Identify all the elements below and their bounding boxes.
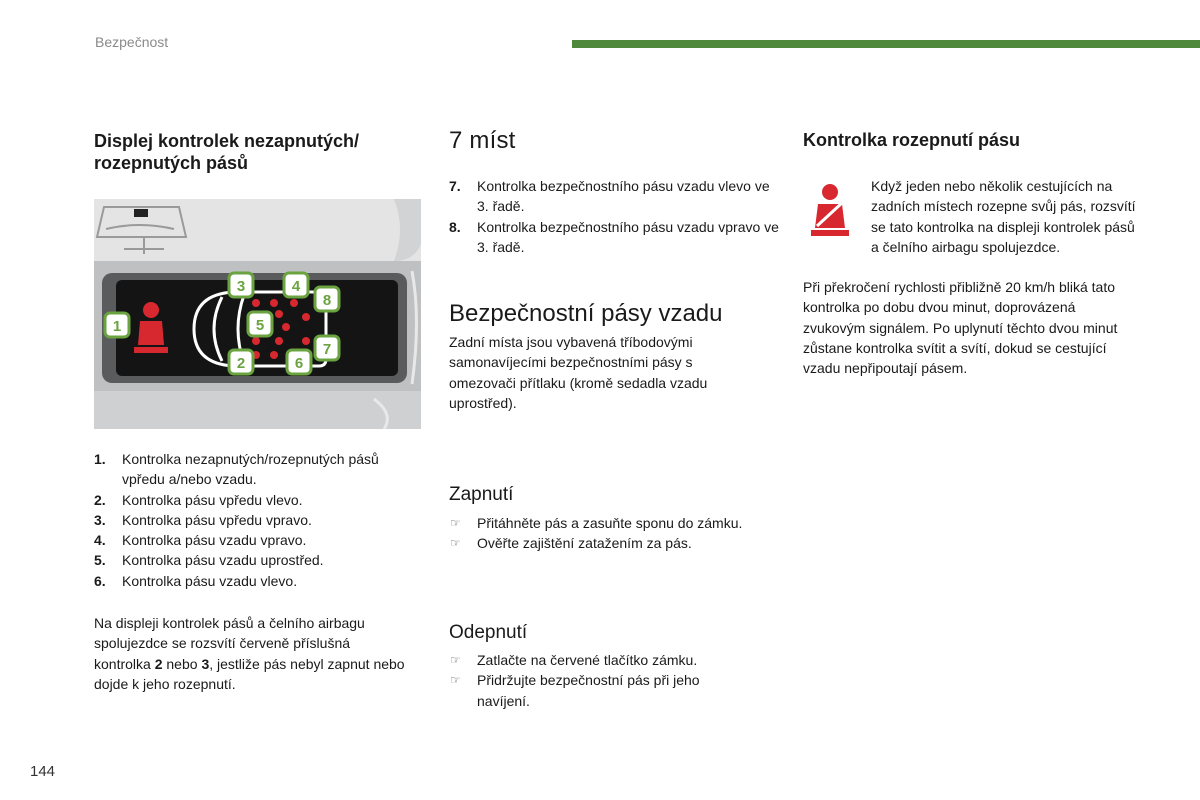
rear-belts-title: Bezpečnostní pásy vzadu: [449, 300, 723, 327]
svg-text:7: 7: [322, 341, 332, 358]
callout-1: [105, 313, 129, 337]
list-item: 2. Kontrolka pásu vpředu vlevo.: [94, 491, 303, 508]
list-item: 3. Kontrolka pásu vpředu vpravo.: [94, 511, 312, 528]
list-item: 1. Kontrolka nezapnutých/rozepnutých pásů vpředu a/nebo vzadu.: [94, 451, 379, 488]
seven-seats-title: 7 míst: [449, 127, 516, 154]
seatbelt-warning-icon: [803, 180, 857, 240]
pointing-hand-icon: ☞: [450, 516, 461, 530]
section-label: Bezpečnost: [95, 34, 169, 50]
rear-belts-text: Zadní místa jsou vybavená tříbodovými samonavíjecími bezpečnostními pásy s omezovači přítlaku (kromě sedadla vzadu uprostřed).: [449, 334, 708, 411]
callout-6: [287, 350, 311, 374]
seatbelt-indicator-list: [94, 449, 414, 591]
page-number: 144: [30, 763, 56, 780]
unbuckled-warning-title: Kontrolka rozepnutí pásu: [803, 130, 1021, 150]
list-item: 7. Kontrolka bezpečnostního pásu vzadu vlevo ve 3. řadě.: [449, 178, 770, 215]
svg-text:1: 1: [112, 318, 122, 335]
callout-7: [315, 336, 339, 360]
seatbelt-display-title: Displej kontrolek nezapnutých/ rozepnutých pásů: [94, 131, 360, 173]
list-item: 6. Kontrolka pásu vzadu vlevo.: [94, 572, 298, 589]
list-item: ☞ Přitáhněte pás a zasuňte sponu do zámku.: [449, 513, 779, 533]
unbuckled-warning-text: Při překročení rychlosti přibližně 20 km/h bliká tato kontrolka po dobu dvou minut, doprovázená zvukovým signálem. Po uplynutí těchto dvou minut zůstane kontrolka svítit a svítí, dokud se cestující vzadu nepřipoutají pásem.: [803, 279, 1118, 377]
list-item: 5. Kontrolka pásu vzadu uprostřed.: [94, 552, 324, 569]
svg-text:2: 2: [236, 355, 246, 372]
callout-5: [248, 312, 272, 336]
list-item: 8. Kontrolka bezpečnostního pásu vzadu vpravo ve 3. řadě.: [449, 218, 779, 255]
seatbelt-display-figure: [94, 199, 421, 429]
section-color-bar: [572, 40, 1200, 48]
list-item: ☞ Zatlačte na červené tlačítko zámku.: [449, 650, 749, 670]
fastening-title: Zapnutí: [449, 484, 514, 505]
svg-text:6: 6: [294, 355, 304, 372]
callout-4: [284, 273, 308, 297]
pointing-hand-icon: ☞: [450, 653, 461, 667]
unfastening-title: Odepnutí: [449, 622, 528, 643]
pointing-hand-icon: ☞: [450, 673, 461, 688]
callout-8: [315, 287, 339, 311]
svg-text:8: 8: [322, 292, 332, 309]
fastening-steps: [449, 513, 779, 554]
display-note-paragraph: Na displeji kontrolek pásů a čelního airbagu spolujezdce se rozsvítí červeně příslušná kontrolka 2 nebo 3, jestliže pás nebyl zapnut nebo dojde k jeho rozepnutí.: [94, 615, 405, 692]
list-item: ☞ Ověřte zajištění zatažením za pás.: [449, 533, 779, 553]
list-item: ☞ Přidržujte bezpečnostní pás při jeho navíjení.: [449, 670, 749, 711]
unfastening-steps: [449, 650, 749, 711]
pointing-hand-icon: ☞: [450, 536, 461, 551]
unbuckled-icon-text: Když jeden nebo několik cestujících na zadních místech rozepne svůj pás, rozsvítí se tato kontrolka na displeji kontrolek pásů a čelního airbagu spolujezdce.: [871, 178, 1136, 255]
list-item: 4. Kontrolka pásu vzadu vpravo.: [94, 532, 307, 549]
svg-text:3: 3: [236, 278, 246, 295]
seven-seats-list: [449, 176, 779, 257]
callout-3: [229, 273, 253, 297]
svg-text:5: 5: [255, 317, 265, 334]
callout-2: [229, 350, 253, 374]
svg-text:4: 4: [291, 278, 301, 295]
